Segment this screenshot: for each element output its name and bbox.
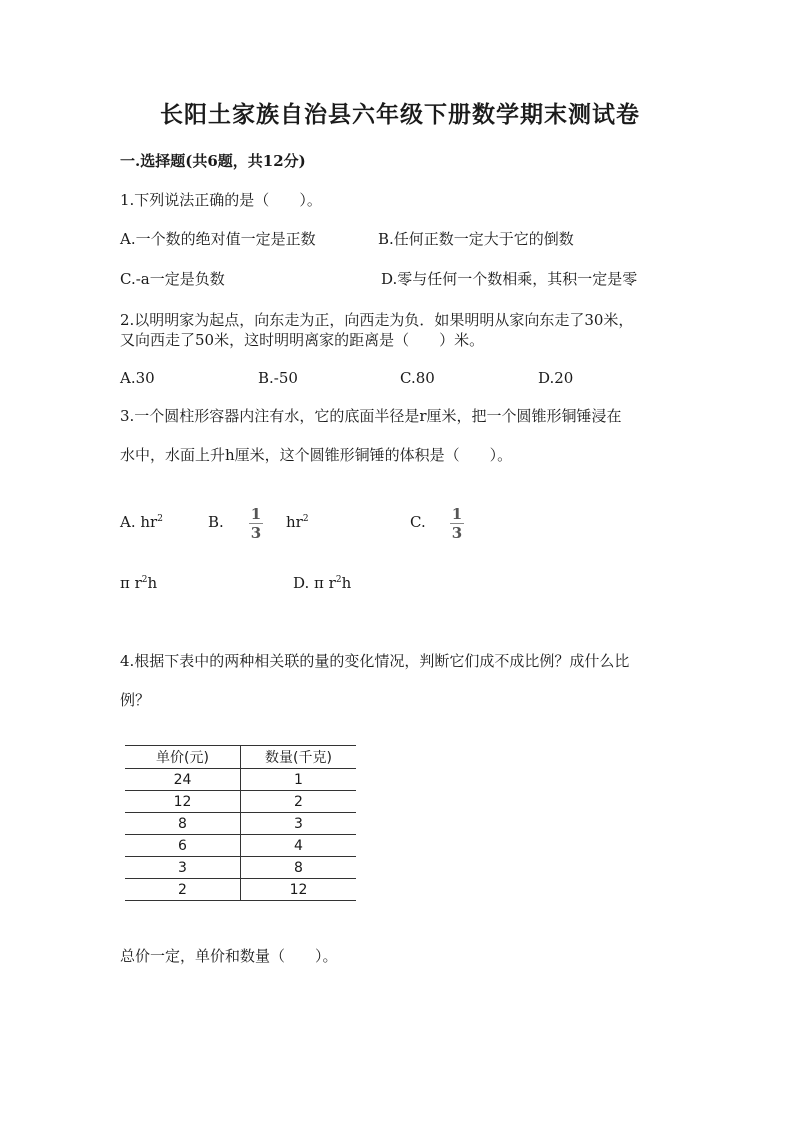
- table-row: [125, 835, 356, 857]
- table-cell: 12: [241, 879, 357, 901]
- table-cell: 3: [241, 813, 357, 835]
- table-cell: 8: [125, 813, 241, 835]
- table-cell: 2: [125, 879, 241, 901]
- table-cell: 24: [125, 769, 241, 791]
- q3-stem-line2: 水中，水面上升h厘米，这个圆锥形铜锤的体积是（ ）。: [120, 446, 513, 464]
- q3-stem-line1: 3.一个圆柱形容器内注有水，它的底面半径是r厘米，把一个圆锥形铜锤浸在: [120, 407, 622, 425]
- q1-option-d: D.零与任何一个数相乘，其积一定是零: [381, 270, 638, 288]
- price-quantity-table: [125, 745, 356, 901]
- q1-stem: 1.下列说法正确的是（ ）。: [120, 191, 322, 209]
- table-cell: 8: [241, 857, 357, 879]
- table-cell: 6: [125, 835, 241, 857]
- q4-stem-line1: 4.根据下表中的两种相关联的量的变化情况，判断它们成不成比例？成什么比: [120, 652, 630, 670]
- q2-option-a: A.30: [120, 369, 155, 387]
- table-header-row: [125, 746, 356, 769]
- q3-option-c-continuation: π $r^2h$: [120, 574, 158, 592]
- q1-option-a: A.一个数的绝对值一定是正数: [120, 230, 316, 248]
- q4-followup: 总价一定，单价和数量（ ）。: [120, 947, 338, 965]
- q3-option-b-expr: $hr^2$: [286, 513, 309, 531]
- table-cell: 1: [241, 769, 357, 791]
- q1-option-b: B.任何正数一定大于它的倒数: [378, 230, 574, 248]
- q3-option-b-label: B.: [208, 513, 224, 531]
- q3-option-d: D. π $r^2h$: [293, 574, 352, 592]
- q2-option-c: C.80: [400, 369, 435, 387]
- table-header-quantity: 数量(千克): [241, 746, 357, 769]
- table-row: [125, 857, 356, 879]
- table-header-unit-price: 单价(元): [125, 746, 241, 769]
- section-heading: 一.选择题(共6题，共12分): [120, 152, 306, 170]
- table-row: [125, 879, 356, 901]
- page-title: 长阳土家族自治县六年级下册数学期末测试卷: [160, 101, 640, 128]
- table-row: [125, 813, 356, 835]
- table-cell: 4: [241, 835, 357, 857]
- q3-option-c-label: C.: [410, 513, 426, 531]
- table-cell: 2: [241, 791, 357, 813]
- table-cell: 12: [125, 791, 241, 813]
- q3-option-c-fraction: 1 3: [451, 505, 463, 542]
- q2-option-d: D.20: [538, 369, 574, 387]
- table-row: [125, 791, 356, 813]
- q1-option-c: C.-a一定是负数: [120, 270, 225, 288]
- q2-stem-line2: 又向西走了50米，这时明明离家的距离是（ ）米。: [120, 331, 485, 349]
- q2-option-b: B.-50: [258, 369, 298, 387]
- q3-option-a: A. $hr^2$: [120, 513, 163, 531]
- table-cell: 3: [125, 857, 241, 879]
- q3-option-b-fraction: 1 3: [250, 505, 262, 542]
- table-row: [125, 769, 356, 791]
- q4-stem-line2: 例？: [120, 691, 151, 709]
- q2-stem-line1: 2.以明明家为起点，向东走为正，向西走为负．如果明明从家向东走了30米，: [120, 311, 634, 329]
